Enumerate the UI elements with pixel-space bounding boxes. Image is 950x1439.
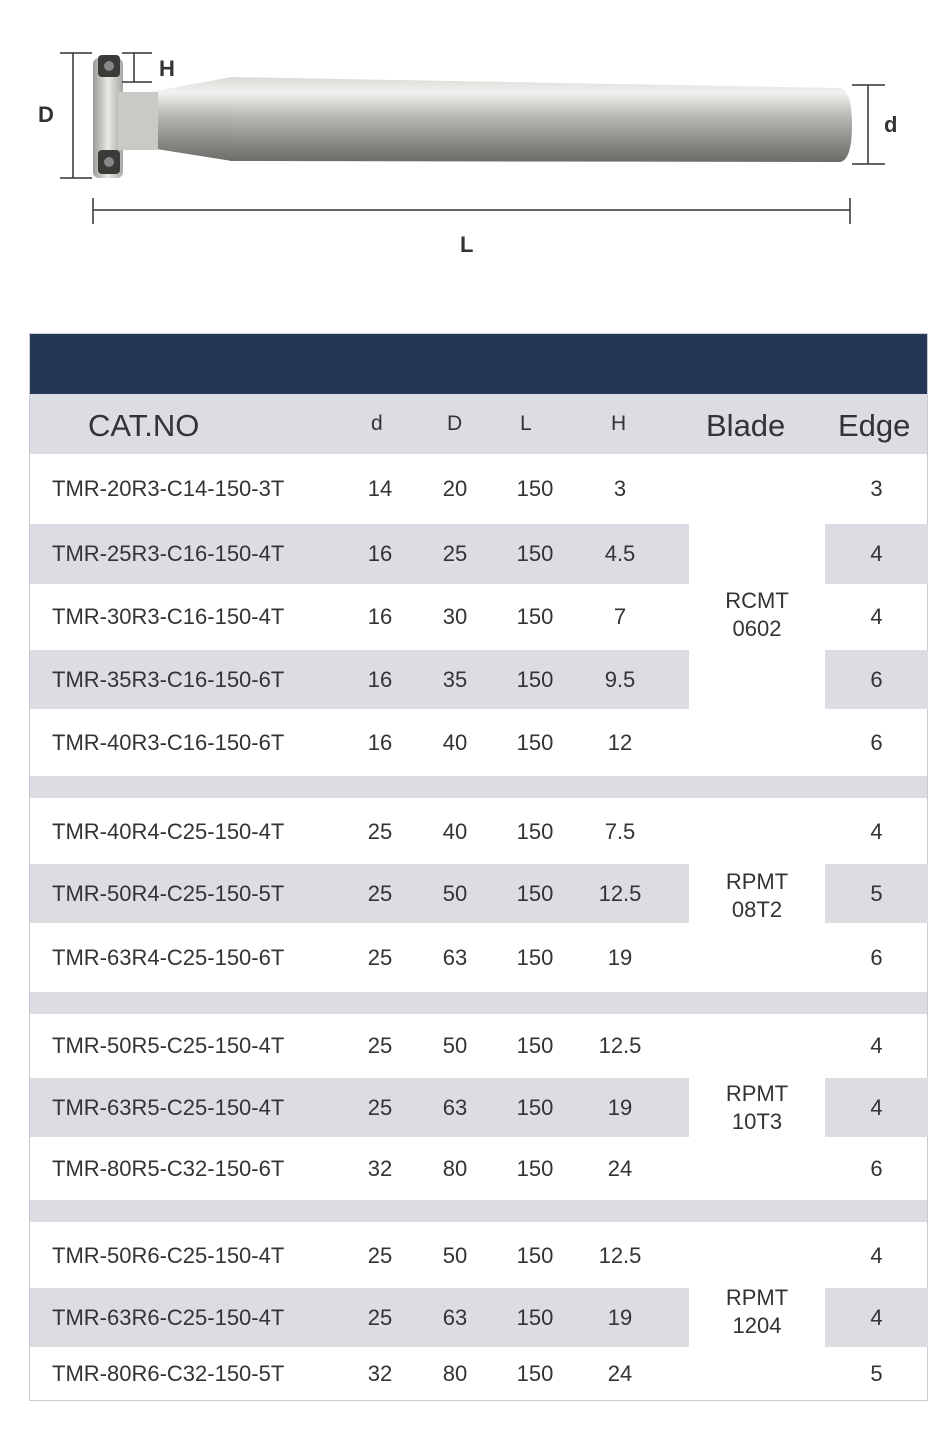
table-header-row — [30, 394, 927, 454]
cell-D: 63 — [442, 944, 468, 970]
edge-cell — [825, 799, 928, 864]
table-row — [30, 1347, 689, 1401]
cell-H: 19 — [607, 1304, 633, 1330]
table-row — [30, 524, 689, 584]
edge-cell — [825, 454, 928, 524]
cell-d: 16 — [367, 729, 393, 755]
cell-d: 25 — [367, 944, 393, 970]
edge-cell — [825, 584, 928, 650]
cell-H: 12 — [607, 729, 633, 755]
cell-D: 50 — [442, 1033, 468, 1058]
cell-d: 32 — [367, 1156, 393, 1181]
cell-H: 12.5 — [598, 880, 642, 906]
cell-H: 19 — [607, 944, 633, 970]
cell-L: 150 — [516, 604, 554, 629]
header-H: H — [611, 412, 627, 435]
table-row — [30, 799, 689, 864]
edge-cell — [825, 1078, 928, 1137]
neck — [150, 77, 232, 161]
cell-edge: 4 — [870, 1033, 883, 1058]
cell-d: 25 — [367, 1242, 393, 1268]
cell-H: 24 — [607, 1156, 633, 1181]
cell-edge: 4 — [870, 1094, 883, 1120]
group-separator — [30, 776, 927, 798]
header-blade: Blade — [706, 408, 786, 443]
table-row — [30, 650, 689, 709]
blade-cell — [689, 799, 825, 992]
dim-label-d: d — [884, 112, 898, 137]
cell-H: 19 — [607, 1094, 633, 1120]
cell-d: 16 — [367, 541, 393, 566]
cell-d: 25 — [367, 818, 393, 844]
cell-cat-no: TMR-30R3-C16-150-4T — [52, 604, 285, 629]
table-row — [30, 1223, 689, 1288]
cell-edge: 5 — [870, 1361, 883, 1386]
tool-diagram — [0, 0, 950, 300]
cell-L: 150 — [516, 1242, 554, 1268]
cell-cat-no: TMR-25R3-C16-150-4T — [52, 541, 285, 566]
cell-edge: 5 — [870, 880, 883, 906]
edge-cell — [825, 1347, 928, 1401]
cell-H: 9.5 — [604, 666, 636, 692]
cell-d: 16 — [367, 604, 393, 629]
cell-edge: 4 — [870, 1304, 883, 1330]
cell-edge: 6 — [870, 1156, 883, 1181]
table-row — [30, 1137, 689, 1201]
cell-cat-no: TMR-40R3-C16-150-6T — [52, 729, 285, 755]
cell-L: 150 — [516, 944, 554, 970]
cell-edge: 4 — [870, 541, 883, 566]
cell-d: 25 — [367, 1033, 393, 1058]
cell-H: 3 — [613, 476, 627, 501]
cell-cat-no: TMR-50R6-C25-150-4T — [52, 1242, 285, 1268]
cell-D: 63 — [442, 1094, 468, 1120]
cell-D: 80 — [442, 1156, 468, 1181]
cell-D: 25 — [442, 541, 468, 566]
cell-edge: 4 — [870, 1242, 883, 1268]
cell-cat-no: TMR-50R5-C25-150-4T — [52, 1033, 285, 1058]
header-cat-no: CAT.NO — [88, 408, 200, 443]
header-edge: Edge — [838, 408, 911, 443]
blade-line: 10T3 — [731, 1108, 783, 1134]
edge-cell — [825, 923, 928, 992]
edge-cell — [825, 709, 928, 776]
cell-d: 32 — [367, 1361, 393, 1386]
cell-D: 40 — [442, 729, 468, 755]
edge-cell — [825, 650, 928, 709]
table-row — [30, 1014, 689, 1078]
t-slot-cutter-drawing — [0, 0, 950, 300]
cell-cat-no: TMR-63R4-C25-150-6T — [52, 944, 285, 970]
cell-D: 35 — [442, 666, 468, 692]
cell-cat-no: TMR-63R6-C25-150-4T — [52, 1304, 285, 1330]
dim-label-H: H — [159, 56, 175, 81]
cell-L: 150 — [516, 541, 554, 566]
shank — [230, 77, 852, 162]
cell-H: 7 — [613, 604, 627, 629]
cell-edge: 4 — [870, 818, 883, 844]
header-D: D — [447, 412, 463, 435]
edge-cell — [825, 864, 928, 923]
edge-cell — [825, 1014, 928, 1078]
cell-cat-no: TMR-63R5-C25-150-4T — [52, 1094, 285, 1120]
cell-d: 25 — [367, 1094, 393, 1120]
table-row — [30, 1078, 689, 1137]
header-d: d — [371, 412, 383, 435]
blade-line: 0602 — [732, 616, 782, 641]
table-row — [30, 454, 689, 524]
cell-L: 150 — [516, 1304, 554, 1330]
edge-cell — [825, 1288, 928, 1347]
cell-H: 7.5 — [604, 818, 636, 844]
cell-cat-no: TMR-20R3-C14-150-3T — [52, 476, 285, 501]
spec-table — [29, 333, 928, 1401]
cell-L: 150 — [516, 1361, 554, 1386]
table-banner — [30, 334, 927, 394]
blade-line: RCMT — [725, 588, 789, 613]
cell-L: 150 — [516, 476, 554, 501]
cell-H: 12.5 — [598, 1033, 642, 1058]
cell-L: 150 — [516, 729, 554, 755]
blade-line: 08T2 — [731, 896, 783, 922]
edge-cell — [825, 1137, 928, 1201]
cell-edge: 6 — [870, 729, 883, 755]
cell-D: 50 — [442, 1242, 468, 1268]
cell-D: 80 — [442, 1361, 468, 1386]
blade-line: RPMT — [725, 868, 789, 894]
cell-cat-no: TMR-80R5-C32-150-6T — [52, 1156, 285, 1181]
cell-d: 16 — [367, 666, 393, 692]
cell-L: 150 — [516, 1033, 554, 1058]
cell-cat-no: TMR-50R4-C25-150-5T — [52, 880, 285, 906]
table-row — [30, 1288, 689, 1347]
blade-line: RPMT — [725, 1080, 789, 1106]
table-row — [30, 709, 689, 776]
cell-d: 14 — [367, 476, 393, 501]
table-row — [30, 864, 689, 923]
blade-cell — [689, 1223, 825, 1401]
cell-cat-no: TMR-40R4-C25-150-4T — [52, 818, 285, 844]
cell-edge: 6 — [870, 666, 883, 692]
blade-cell — [689, 1014, 825, 1201]
cell-L: 150 — [516, 880, 554, 906]
cell-D: 63 — [442, 1304, 468, 1330]
group-separator — [30, 992, 927, 1014]
cell-L: 150 — [516, 1156, 554, 1181]
cell-D: 30 — [442, 604, 468, 629]
group-separator — [30, 1200, 927, 1222]
cell-L: 150 — [516, 666, 554, 692]
cell-cat-no: TMR-80R6-C32-150-5T — [52, 1361, 285, 1386]
cell-H: 12.5 — [598, 1242, 642, 1268]
cell-L: 150 — [516, 818, 554, 844]
blade-line: 1204 — [732, 1313, 782, 1338]
dim-label-L: L — [460, 232, 474, 257]
cell-cat-no: TMR-35R3-C16-150-6T — [52, 666, 285, 692]
blade-cell — [689, 454, 825, 776]
header-L: L — [520, 412, 532, 435]
cell-D: 40 — [442, 818, 468, 844]
cell-edge: 6 — [870, 944, 883, 970]
table-row — [30, 584, 689, 650]
cell-d: 25 — [367, 1304, 393, 1330]
cell-L: 150 — [516, 1094, 554, 1120]
cell-H: 4.5 — [604, 541, 636, 566]
dim-label-D: D — [38, 102, 54, 127]
cell-edge: 3 — [870, 476, 883, 501]
blade-line: RPMT — [725, 1285, 789, 1310]
table-row — [30, 923, 689, 992]
cell-D: 20 — [442, 476, 468, 501]
cell-edge: 4 — [870, 604, 883, 629]
cell-D: 50 — [442, 880, 468, 906]
edge-cell — [825, 524, 928, 584]
cell-H: 24 — [607, 1361, 633, 1386]
edge-cell — [825, 1223, 928, 1288]
cell-d: 25 — [367, 880, 393, 906]
